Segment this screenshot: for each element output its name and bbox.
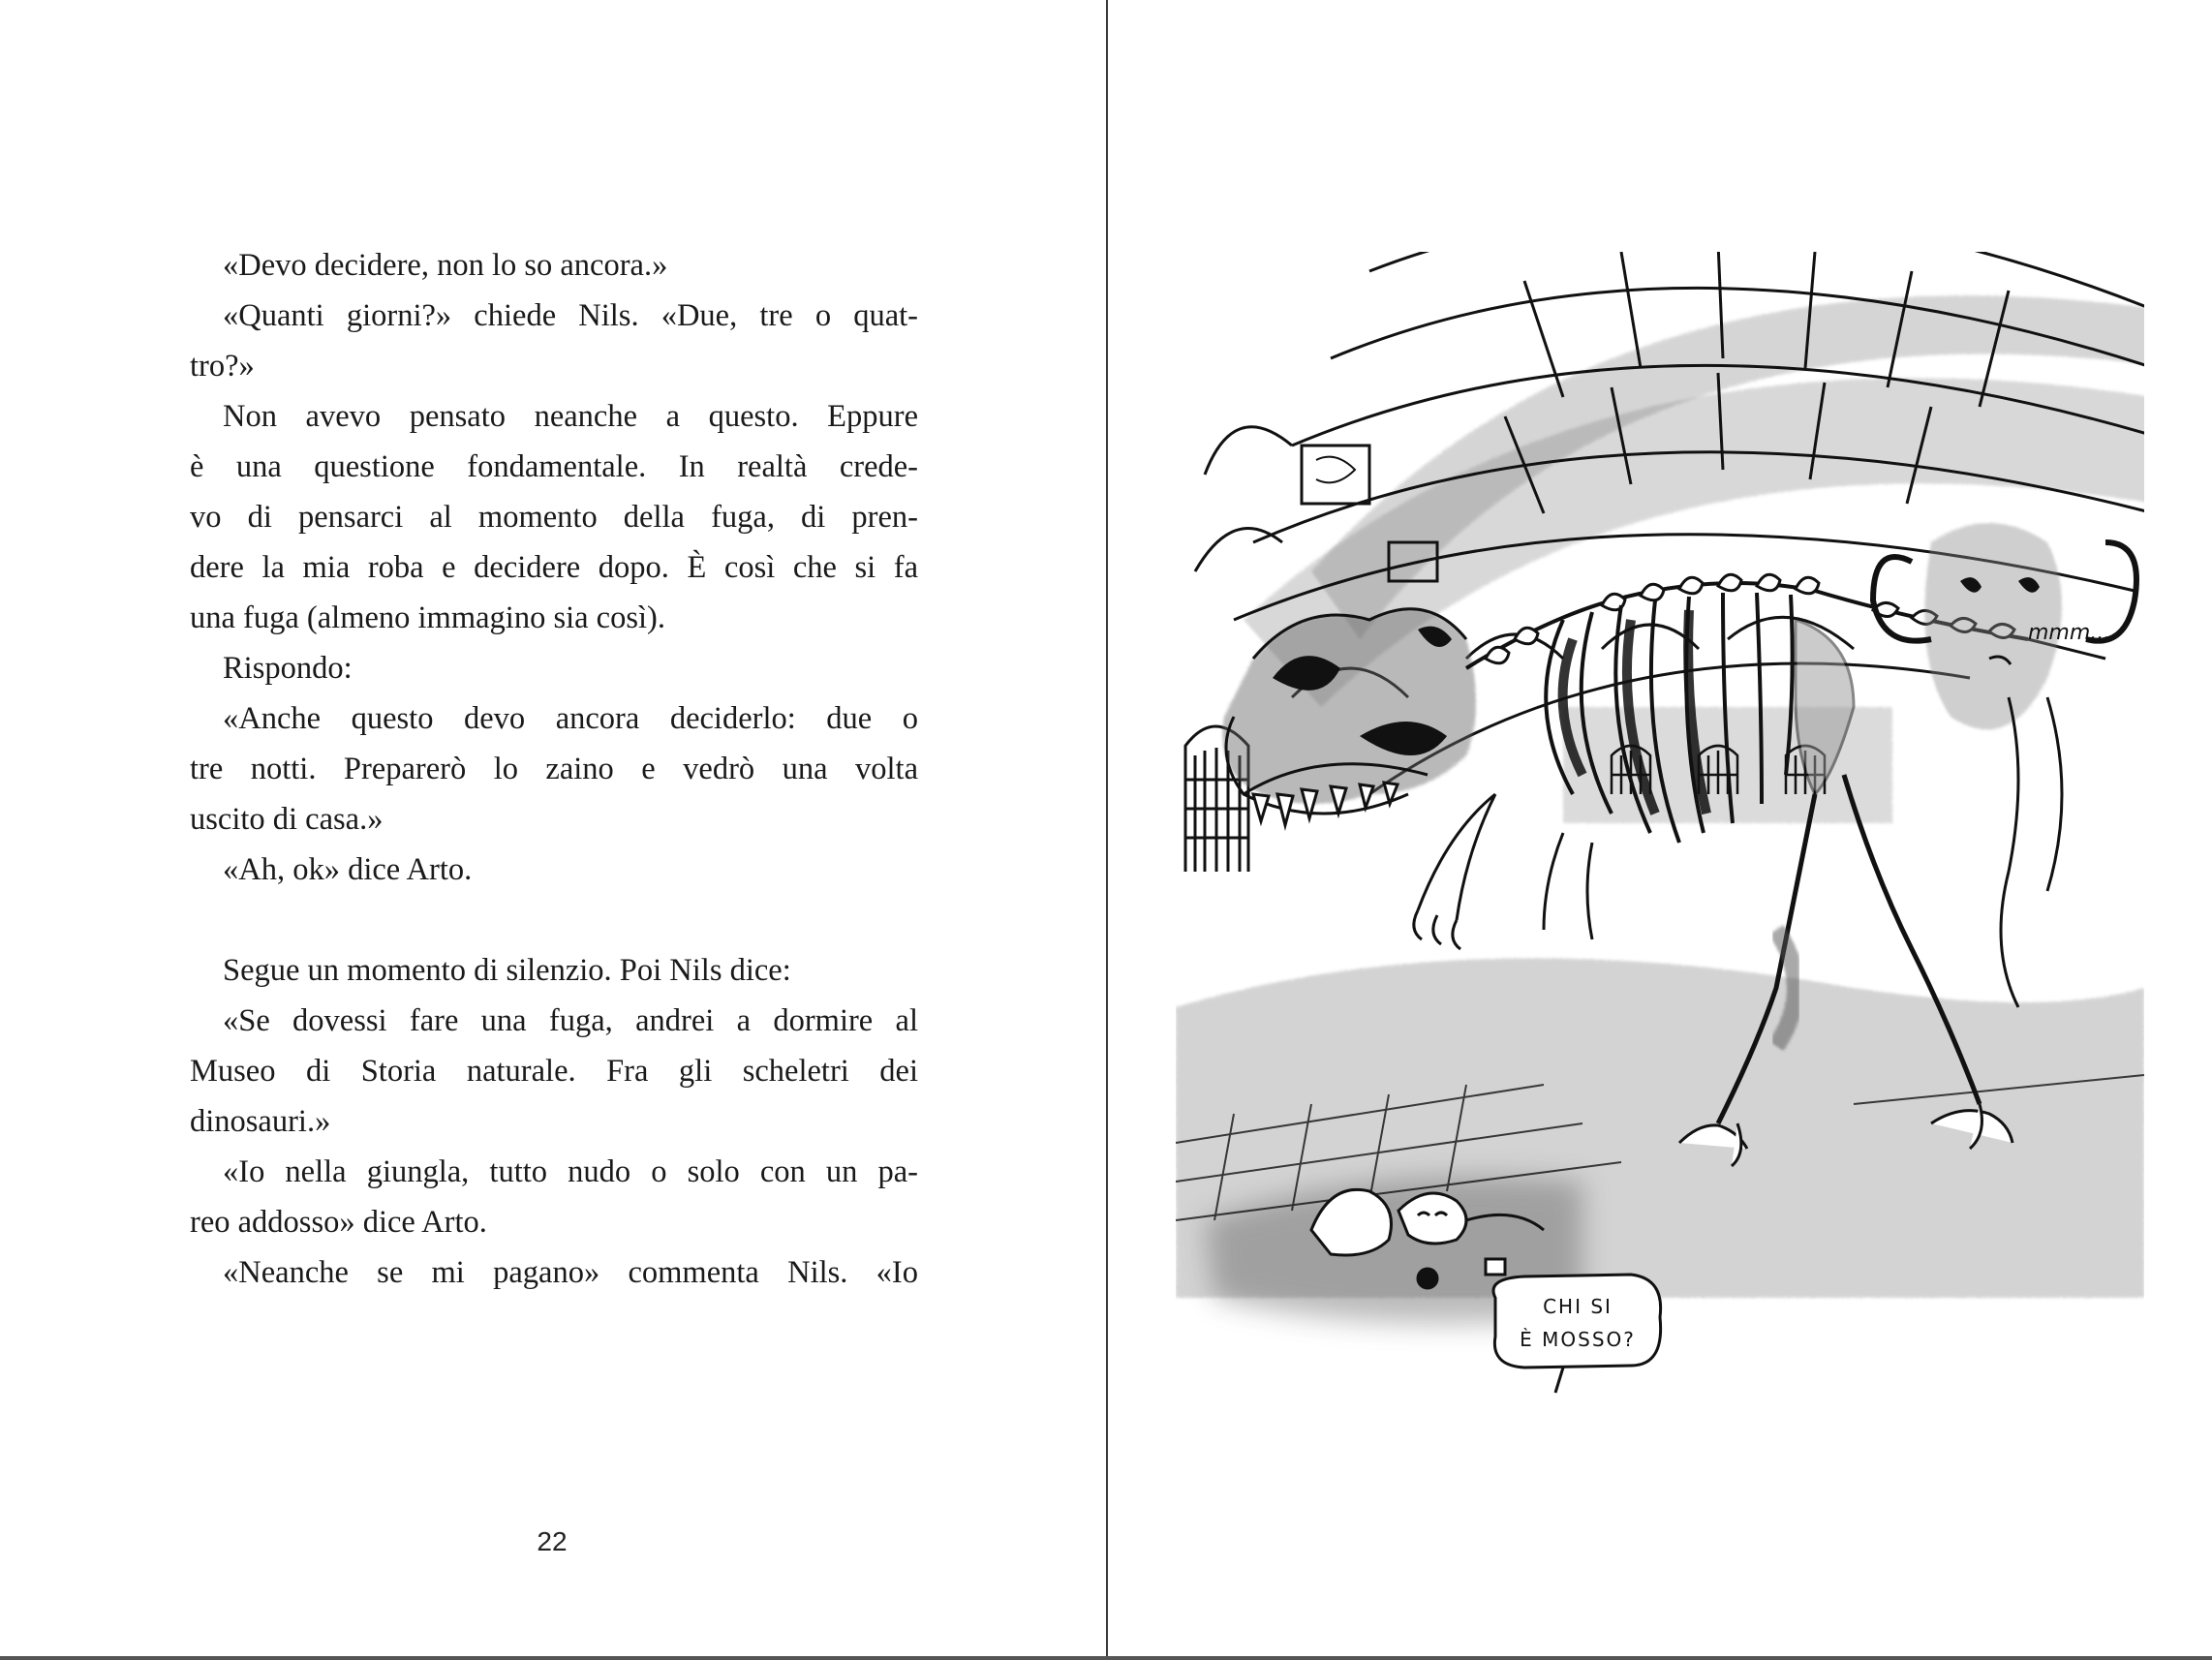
dinosaur-museum-illustration	[1176, 252, 2144, 1414]
text-line-8: una fuga (almeno immagino sia così).	[190, 600, 665, 635]
speech-bubble	[1493, 1275, 1661, 1393]
speech-bubble-line2: È MOSSO?	[1520, 1328, 1636, 1351]
text-line-13: «Ah, ok» dice Arto.	[223, 852, 473, 887]
speech-bubble-line1: CHI SI	[1543, 1295, 1613, 1318]
text-line-9: Rispondo:	[223, 651, 353, 686]
text-line-18: dinosauri.»	[190, 1104, 331, 1139]
text-line-17: Museo di Storia naturale. Fra gli scheletri dei	[190, 1054, 918, 1089]
text-line-7: dere la mia roba e decidere dopo. È così che si fa	[190, 550, 918, 585]
mammoth-skull	[1873, 523, 2136, 1007]
text-line-4: Non avevo pensato neanche a questo. Eppure	[223, 399, 918, 434]
text-line-5: è una questione fondamentale. In realtà crede-	[190, 449, 918, 484]
page-bottom-edge	[0, 1656, 2212, 1660]
museum-floor	[1176, 958, 2144, 1323]
text-line-19: «Io nella giungla, tutto nudo o solo con un pa-	[223, 1154, 918, 1189]
text-line-15: Segue un momento di silenzio. Poi Nils dice:	[223, 953, 791, 988]
text-line-11: tre notti. Preparerò lo zaino e vedrò una volta	[190, 752, 918, 786]
text-line-6: vo di pensarci al momento della fuga, di pren-	[190, 500, 918, 535]
text-line-21: «Neanche se mi pagano» commenta Nils. «Io	[223, 1255, 918, 1290]
text-line-1: «Devo decidere, non lo so ancora.»	[223, 248, 668, 283]
page-number: 22	[537, 1526, 568, 1556]
text-line-16: «Se dovessi fare una fuga, andrei a dormire al	[223, 1003, 918, 1038]
scribble-text: mmm...	[2028, 621, 2111, 645]
right-page	[1108, 0, 2212, 1656]
text-line-10: «Anche questo devo ancora deciderlo: due o	[223, 701, 918, 736]
text-line-3: tro?»	[190, 349, 255, 384]
text-line-2: «Quanti giorni?» chiede Nils. «Due, tre o quat-	[223, 298, 918, 333]
left-page	[0, 0, 1106, 1658]
text-line-12: uscito di casa.»	[190, 802, 384, 837]
text-line-20: reo addosso» dice Arto.	[190, 1205, 487, 1240]
